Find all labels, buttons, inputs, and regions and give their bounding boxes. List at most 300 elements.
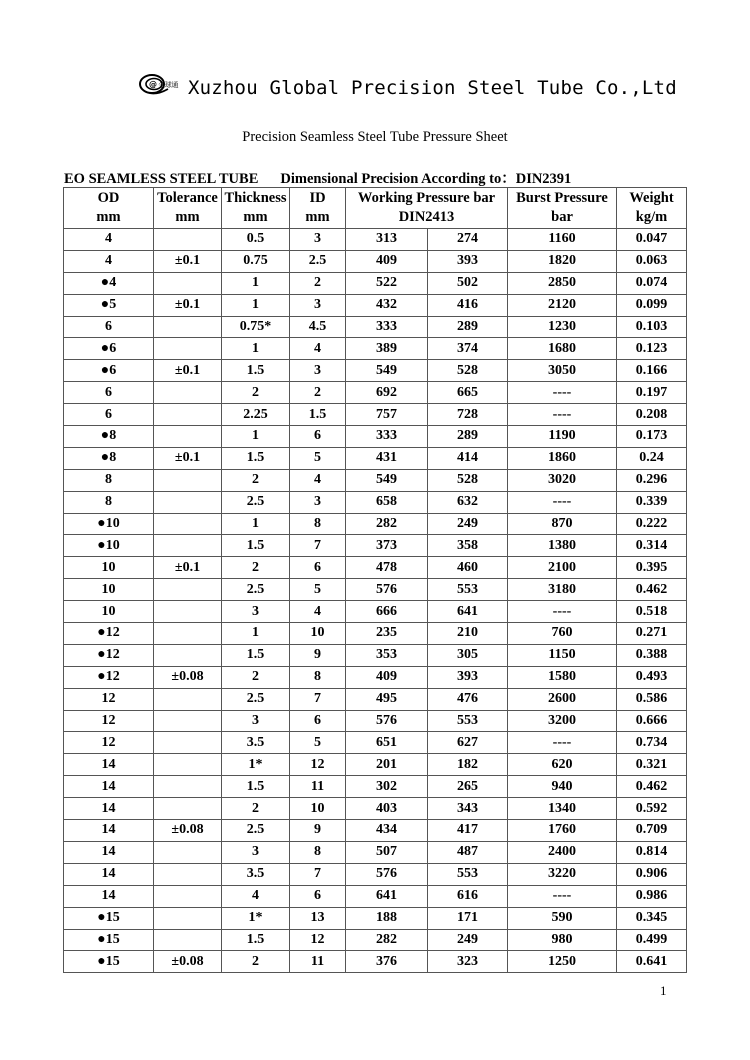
working-pressure-cell: 409: [346, 666, 428, 688]
od-cell: 4: [64, 250, 154, 272]
weight-cell: 0.493: [617, 666, 687, 688]
thickness-cell: 1: [222, 513, 290, 535]
burst-pressure-cell: 760: [508, 623, 617, 645]
id-cell: 10: [290, 798, 346, 820]
thickness-cell: 1: [222, 338, 290, 360]
header-weight: Weight kg/m: [617, 188, 687, 229]
tolerance-cell: [154, 491, 222, 513]
weight-cell: 0.345: [617, 907, 687, 929]
weight-cell: 0.173: [617, 426, 687, 448]
working-pressure-cell: 282: [346, 929, 428, 951]
thickness-cell: 0.75*: [222, 316, 290, 338]
working-pressure-cell: 265: [428, 776, 508, 798]
table-row: [64, 841, 687, 863]
svg-text:@: @: [149, 80, 157, 89]
working-pressure-cell: 353: [346, 644, 428, 666]
working-pressure-cell: 188: [346, 907, 428, 929]
company-logo: [138, 67, 186, 101]
burst-pressure-cell: 1760: [508, 820, 617, 842]
working-pressure-cell: 692: [346, 382, 428, 404]
working-pressure-cell: 434: [346, 820, 428, 842]
working-pressure-cell: 576: [346, 863, 428, 885]
od-cell: 10: [64, 557, 154, 579]
working-pressure-cell: 305: [428, 644, 508, 666]
working-pressure-cell: 553: [428, 579, 508, 601]
working-pressure-cell: 627: [428, 732, 508, 754]
id-cell: 3: [290, 491, 346, 513]
id-cell: 8: [290, 513, 346, 535]
burst-pressure-cell: 2400: [508, 841, 617, 863]
od-cell: 14: [64, 820, 154, 842]
working-pressure-cell: 343: [428, 798, 508, 820]
od-cell: ●15: [64, 907, 154, 929]
table-row: [64, 316, 687, 338]
od-cell: 14: [64, 863, 154, 885]
weight-cell: 0.314: [617, 535, 687, 557]
working-pressure-cell: 417: [428, 820, 508, 842]
weight-cell: 0.197: [617, 382, 687, 404]
weight-cell: 0.641: [617, 951, 687, 973]
od-cell: ●12: [64, 666, 154, 688]
id-cell: 8: [290, 666, 346, 688]
header-od: OD mm: [64, 188, 154, 229]
tolerance-cell: [154, 382, 222, 404]
id-cell: 6: [290, 426, 346, 448]
weight-cell: 0.462: [617, 579, 687, 601]
burst-pressure-cell: ----: [508, 491, 617, 513]
precision-note: Dimensional Precision According to：DIN2391: [280, 171, 572, 187]
working-pressure-cell: 478: [346, 557, 428, 579]
id-cell: 11: [290, 951, 346, 973]
tolerance-cell: [154, 469, 222, 491]
thickness-cell: 2.5: [222, 579, 290, 601]
thickness-cell: 2.5: [222, 491, 290, 513]
od-cell: ●8: [64, 447, 154, 469]
od-cell: 4: [64, 229, 154, 251]
thickness-cell: 2: [222, 798, 290, 820]
thickness-cell: 2.5: [222, 688, 290, 710]
od-cell: 14: [64, 754, 154, 776]
od-cell: ●12: [64, 644, 154, 666]
od-cell: 14: [64, 841, 154, 863]
thickness-cell: 2: [222, 557, 290, 579]
burst-pressure-cell: 1860: [508, 447, 617, 469]
id-cell: 11: [290, 776, 346, 798]
tolerance-cell: [154, 338, 222, 360]
burst-pressure-cell: 3200: [508, 710, 617, 732]
weight-cell: 0.339: [617, 491, 687, 513]
od-cell: ●15: [64, 929, 154, 951]
weight-cell: 0.222: [617, 513, 687, 535]
burst-pressure-cell: ----: [508, 404, 617, 426]
pressure-table: [63, 187, 687, 973]
working-pressure-cell: 416: [428, 294, 508, 316]
thickness-cell: 1.5: [222, 644, 290, 666]
id-cell: 5: [290, 579, 346, 601]
table-row: [64, 601, 687, 623]
thickness-cell: 2: [222, 469, 290, 491]
burst-pressure-cell: 1820: [508, 250, 617, 272]
working-pressure-cell: 632: [428, 491, 508, 513]
od-cell: ●15: [64, 951, 154, 973]
burst-pressure-cell: 1380: [508, 535, 617, 557]
od-cell: 12: [64, 688, 154, 710]
thickness-cell: 3: [222, 601, 290, 623]
table-row: [64, 447, 687, 469]
burst-pressure-cell: 3180: [508, 579, 617, 601]
thickness-cell: 1.5: [222, 447, 290, 469]
weight-cell: 0.592: [617, 798, 687, 820]
working-pressure-cell: 616: [428, 885, 508, 907]
working-pressure-cell: 522: [346, 272, 428, 294]
table-row: [64, 338, 687, 360]
working-pressure-cell: 495: [346, 688, 428, 710]
burst-pressure-cell: 1580: [508, 666, 617, 688]
working-pressure-cell: 409: [346, 250, 428, 272]
working-pressure-cell: 201: [346, 754, 428, 776]
table-row: [64, 754, 687, 776]
working-pressure-cell: 282: [346, 513, 428, 535]
od-cell: ●8: [64, 426, 154, 448]
thickness-cell: 1: [222, 272, 290, 294]
weight-cell: 0.271: [617, 623, 687, 645]
working-pressure-cell: 323: [428, 951, 508, 973]
weight-cell: 0.063: [617, 250, 687, 272]
working-pressure-cell: 358: [428, 535, 508, 557]
header-tolerance: Tolerance mm: [154, 188, 222, 229]
working-pressure-cell: 476: [428, 688, 508, 710]
working-pressure-cell: 403: [346, 798, 428, 820]
weight-cell: 0.321: [617, 754, 687, 776]
tolerance-cell: [154, 776, 222, 798]
od-cell: ●10: [64, 535, 154, 557]
table-row: [64, 907, 687, 929]
table-row: [64, 820, 687, 842]
working-pressure-cell: 641: [428, 601, 508, 623]
burst-pressure-cell: 620: [508, 754, 617, 776]
tolerance-cell: [154, 754, 222, 776]
header-thickness: Thickness mm: [222, 188, 290, 229]
working-pressure-cell: 235: [346, 623, 428, 645]
table-row: [64, 644, 687, 666]
table-row: [64, 557, 687, 579]
id-cell: 5: [290, 447, 346, 469]
burst-pressure-cell: ----: [508, 382, 617, 404]
header-burst-pressure: Burst Pressure bar: [508, 188, 617, 229]
id-cell: 6: [290, 557, 346, 579]
od-cell: 8: [64, 491, 154, 513]
working-pressure-cell: 576: [346, 579, 428, 601]
od-cell: 6: [64, 316, 154, 338]
page-number: 1: [660, 983, 667, 998]
id-cell: 3: [290, 360, 346, 382]
sheet-subtitle: Precision Seamless Steel Tube Pressure Sheet: [242, 129, 508, 145]
weight-cell: 0.462: [617, 776, 687, 798]
id-cell: 12: [290, 754, 346, 776]
burst-pressure-cell: 1340: [508, 798, 617, 820]
burst-pressure-cell: ----: [508, 732, 617, 754]
tolerance-cell: [154, 535, 222, 557]
burst-pressure-cell: 3020: [508, 469, 617, 491]
burst-pressure-cell: 3220: [508, 863, 617, 885]
thickness-cell: 1: [222, 294, 290, 316]
working-pressure-cell: 487: [428, 841, 508, 863]
working-pressure-cell: 666: [346, 601, 428, 623]
tolerance-cell: [154, 688, 222, 710]
id-cell: 2: [290, 382, 346, 404]
od-cell: ●6: [64, 338, 154, 360]
thickness-cell: 1.5: [222, 776, 290, 798]
od-cell: 10: [64, 579, 154, 601]
document-header: [138, 64, 677, 104]
burst-pressure-cell: 940: [508, 776, 617, 798]
od-cell: 10: [64, 601, 154, 623]
burst-pressure-cell: 590: [508, 907, 617, 929]
table-row: [64, 535, 687, 557]
table-row: [64, 513, 687, 535]
weight-cell: 0.734: [617, 732, 687, 754]
working-pressure-cell: 431: [346, 447, 428, 469]
weight-cell: 0.499: [617, 929, 687, 951]
table-row: [64, 294, 687, 316]
working-pressure-cell: 333: [346, 426, 428, 448]
burst-pressure-cell: 3050: [508, 360, 617, 382]
od-cell: 12: [64, 732, 154, 754]
weight-cell: 0.388: [617, 644, 687, 666]
od-cell: 14: [64, 885, 154, 907]
id-cell: 12: [290, 929, 346, 951]
id-cell: 13: [290, 907, 346, 929]
tolerance-cell: [154, 426, 222, 448]
tolerance-cell: ±0.1: [154, 250, 222, 272]
tolerance-cell: [154, 732, 222, 754]
od-cell: 14: [64, 798, 154, 820]
weight-cell: 0.814: [617, 841, 687, 863]
burst-pressure-cell: ----: [508, 601, 617, 623]
id-cell: 7: [290, 688, 346, 710]
table-row: [64, 863, 687, 885]
thickness-cell: 3: [222, 841, 290, 863]
working-pressure-cell: 651: [346, 732, 428, 754]
id-cell: 1.5: [290, 404, 346, 426]
tolerance-cell: [154, 229, 222, 251]
working-pressure-cell: 313: [346, 229, 428, 251]
thickness-cell: 1: [222, 623, 290, 645]
id-cell: 7: [290, 863, 346, 885]
id-cell: 2.5: [290, 250, 346, 272]
working-pressure-cell: 249: [428, 513, 508, 535]
tolerance-cell: [154, 404, 222, 426]
tolerance-cell: [154, 316, 222, 338]
working-pressure-cell: 553: [428, 710, 508, 732]
burst-pressure-cell: 2600: [508, 688, 617, 710]
thickness-cell: 4: [222, 885, 290, 907]
id-cell: 4: [290, 338, 346, 360]
working-pressure-cell: 289: [428, 316, 508, 338]
burst-pressure-cell: 2100: [508, 557, 617, 579]
tolerance-cell: ±0.1: [154, 294, 222, 316]
thickness-cell: 2: [222, 382, 290, 404]
burst-pressure-cell: 980: [508, 929, 617, 951]
tolerance-cell: [154, 623, 222, 645]
working-pressure-cell: 393: [428, 666, 508, 688]
working-pressure-cell: 373: [346, 535, 428, 557]
tolerance-cell: [154, 644, 222, 666]
table-row: [64, 229, 687, 251]
thickness-cell: 1.5: [222, 929, 290, 951]
tolerance-cell: [154, 579, 222, 601]
id-cell: 6: [290, 710, 346, 732]
tolerance-cell: [154, 907, 222, 929]
weight-cell: 0.074: [617, 272, 687, 294]
burst-pressure-cell: 2850: [508, 272, 617, 294]
table-row: [64, 885, 687, 907]
thickness-cell: 1*: [222, 907, 290, 929]
thickness-cell: 1.5: [222, 360, 290, 382]
burst-pressure-cell: 870: [508, 513, 617, 535]
id-cell: 5: [290, 732, 346, 754]
table-body: [64, 229, 687, 973]
id-cell: 3: [290, 229, 346, 251]
burst-pressure-cell: 1680: [508, 338, 617, 360]
table-row: [64, 732, 687, 754]
tolerance-cell: ±0.1: [154, 360, 222, 382]
tolerance-cell: [154, 710, 222, 732]
weight-cell: 0.518: [617, 601, 687, 623]
working-pressure-cell: 576: [346, 710, 428, 732]
table-row: [64, 250, 687, 272]
working-pressure-cell: 549: [346, 469, 428, 491]
logo-text: 全球通: [158, 81, 179, 89]
working-pressure-cell: 249: [428, 929, 508, 951]
id-cell: 4: [290, 601, 346, 623]
table-row: [64, 623, 687, 645]
tolerance-cell: [154, 513, 222, 535]
thickness-cell: 1: [222, 426, 290, 448]
working-pressure-cell: 549: [346, 360, 428, 382]
weight-cell: 0.123: [617, 338, 687, 360]
tolerance-cell: [154, 798, 222, 820]
table-row: [64, 951, 687, 973]
tolerance-cell: [154, 863, 222, 885]
table-row: [64, 929, 687, 951]
table-row: [64, 579, 687, 601]
weight-cell: 0.166: [617, 360, 687, 382]
thickness-cell: 2: [222, 666, 290, 688]
od-cell: 6: [64, 404, 154, 426]
id-cell: 10: [290, 623, 346, 645]
company-name: Xuzhou Global Precision Steel Tube Co.,Ltd: [188, 77, 677, 99]
tolerance-cell: ±0.08: [154, 666, 222, 688]
weight-cell: 0.103: [617, 316, 687, 338]
thickness-cell: 0.75: [222, 250, 290, 272]
od-cell: ●12: [64, 623, 154, 645]
weight-cell: 0.395: [617, 557, 687, 579]
table-row: [64, 272, 687, 294]
tolerance-cell: ±0.08: [154, 820, 222, 842]
working-pressure-cell: 757: [346, 404, 428, 426]
thickness-cell: 2: [222, 951, 290, 973]
od-cell: 8: [64, 469, 154, 491]
table-row: [64, 426, 687, 448]
thickness-cell: 3: [222, 710, 290, 732]
working-pressure-cell: 641: [346, 885, 428, 907]
burst-pressure-cell: 1190: [508, 426, 617, 448]
header-id: ID mm: [290, 188, 346, 229]
tolerance-cell: [154, 929, 222, 951]
working-pressure-cell: 460: [428, 557, 508, 579]
header-working-pressure: Working Pressure bar DIN2413: [346, 188, 508, 229]
working-pressure-cell: 389: [346, 338, 428, 360]
id-cell: 9: [290, 644, 346, 666]
working-pressure-cell: 728: [428, 404, 508, 426]
od-cell: ●6: [64, 360, 154, 382]
tolerance-cell: ±0.08: [154, 951, 222, 973]
thickness-cell: 1.5: [222, 535, 290, 557]
table-heading: [64, 167, 571, 188]
table-row: [64, 469, 687, 491]
working-pressure-cell: 528: [428, 469, 508, 491]
tolerance-cell: [154, 885, 222, 907]
working-pressure-cell: 289: [428, 426, 508, 448]
weight-cell: 0.099: [617, 294, 687, 316]
tolerance-cell: ±0.1: [154, 447, 222, 469]
weight-cell: 0.586: [617, 688, 687, 710]
weight-cell: 0.208: [617, 404, 687, 426]
id-cell: 4.5: [290, 316, 346, 338]
id-cell: 4: [290, 469, 346, 491]
working-pressure-cell: 665: [428, 382, 508, 404]
weight-cell: 0.24: [617, 447, 687, 469]
weight-cell: 0.709: [617, 820, 687, 842]
tolerance-cell: ±0.1: [154, 557, 222, 579]
table-row: [64, 360, 687, 382]
od-cell: ●5: [64, 294, 154, 316]
working-pressure-cell: 507: [346, 841, 428, 863]
working-pressure-cell: 432: [346, 294, 428, 316]
thickness-cell: 2.5: [222, 820, 290, 842]
od-cell: 14: [64, 776, 154, 798]
burst-pressure-cell: 2120: [508, 294, 617, 316]
burst-pressure-cell: 1230: [508, 316, 617, 338]
working-pressure-cell: 171: [428, 907, 508, 929]
working-pressure-cell: 376: [346, 951, 428, 973]
od-cell: 6: [64, 382, 154, 404]
id-cell: 2: [290, 272, 346, 294]
table-row: [64, 666, 687, 688]
id-cell: 8: [290, 841, 346, 863]
table-row: [64, 382, 687, 404]
table-row: [64, 491, 687, 513]
burst-pressure-cell: 1150: [508, 644, 617, 666]
od-cell: 12: [64, 710, 154, 732]
id-cell: 9: [290, 820, 346, 842]
thickness-cell: 1*: [222, 754, 290, 776]
od-cell: ●10: [64, 513, 154, 535]
working-pressure-cell: 393: [428, 250, 508, 272]
burst-pressure-cell: ----: [508, 885, 617, 907]
tolerance-cell: [154, 841, 222, 863]
working-pressure-cell: 274: [428, 229, 508, 251]
working-pressure-cell: 333: [346, 316, 428, 338]
working-pressure-cell: 374: [428, 338, 508, 360]
id-cell: 6: [290, 885, 346, 907]
table-header: [64, 188, 687, 229]
working-pressure-cell: 210: [428, 623, 508, 645]
table-row: [64, 776, 687, 798]
working-pressure-cell: 658: [346, 491, 428, 513]
thickness-cell: 0.5: [222, 229, 290, 251]
